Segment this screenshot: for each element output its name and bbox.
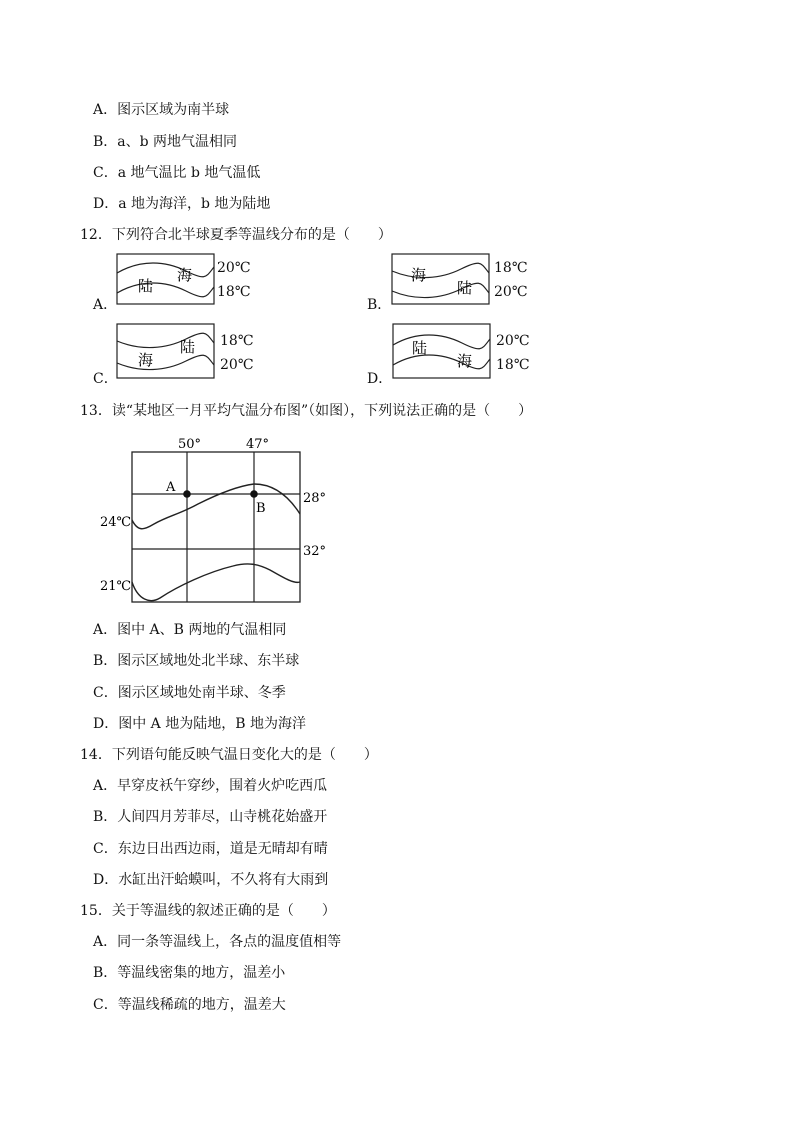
q13-lon-left-label: 50° — [178, 437, 202, 452]
q12-figure-d-top-temp: 20℃ — [496, 333, 530, 349]
q12-figure-d-left-word: 陆 — [412, 339, 428, 357]
q14-option-a: A．早穿皮袄午穿纱，围着火炉吃西瓜 — [93, 778, 328, 794]
q13-stem: 13．读“某地区一月平均气温分布图”（如图），下列说法正确的是（ ） — [80, 403, 533, 419]
q12-figure-d-letter: D． — [367, 371, 393, 387]
q13-option-b: B．图示区域地处北半球、东半球 — [93, 653, 300, 669]
q12-figure-c-isotherm-map — [116, 323, 216, 379]
q13-iso-top-label: 24℃ — [100, 515, 132, 530]
q12-figure-b-isotherm-map — [391, 253, 491, 305]
q13-lat-bottom-label: 32° — [303, 544, 327, 559]
q12-figure-c-bottom-temp: 20℃ — [220, 357, 254, 373]
q14-option-d: D．水缸出汗蛤蟆叫，不久将有大雨到 — [93, 872, 329, 888]
q11-option-b: B．a、b 两地气温相同 — [93, 134, 238, 150]
q15-stem: 15．关于等温线的叙述正确的是（ ） — [80, 903, 336, 919]
q13-option-d: D．图中 A 地为陆地，B 地为海洋 — [93, 716, 306, 732]
q13-point-b-label: B — [256, 501, 266, 516]
q13-isotherm-upper — [132, 484, 300, 529]
q12-figure-a-bottom-temp: 18℃ — [217, 284, 251, 300]
q11-option-a: A．图示区域为南半球 — [93, 102, 230, 118]
q15-option-a: A．同一条等温线上，各点的温度值相等 — [93, 934, 342, 950]
q13-point-a — [183, 490, 191, 498]
q12-figure-b-right-word: 陆 — [457, 279, 473, 297]
q12-figure-c-letter: C． — [93, 371, 118, 387]
q12-figure-d-right-word: 海 — [457, 352, 473, 370]
q12-figure-c-top-temp: 18℃ — [220, 333, 254, 349]
q12-stem: 12．下列符合北半球夏季等温线分布的是（ ） — [80, 227, 392, 243]
q15-option-c: C．等温线稀疏的地方，温差大 — [93, 997, 286, 1013]
q12-figure-a-left-word: 陆 — [138, 277, 154, 295]
q13-option-a: A．图中 A、B 两地的气温相同 — [93, 622, 287, 638]
q12-figure-d-bottom-temp: 18℃ — [496, 357, 530, 373]
q12-figure-b-left-word: 海 — [411, 266, 427, 284]
q13-isotherm-lower — [132, 564, 300, 601]
q13-option-c: C．图示区域地处南半球、冬季 — [93, 685, 286, 701]
q12-figure-b-bottom-temp: 20℃ — [494, 284, 528, 300]
q12-figure-d-isotherm-map — [392, 323, 492, 379]
q12-figure-b-letter: B． — [367, 297, 392, 313]
q11-option-d: D．a 地为海洋，b 地为陆地 — [93, 196, 271, 212]
q12-figure-a-isotherm-map — [116, 253, 216, 305]
q13-temperature-map — [98, 432, 338, 608]
q15-option-b: B．等温线密集的地方，温差小 — [93, 965, 286, 981]
q14-option-b: B．人间四月芳菲尽，山寺桃花始盛开 — [93, 809, 328, 825]
q13-lat-top-label: 28° — [303, 491, 327, 506]
q14-stem: 14．下列语句能反映气温日变化大的是（ ） — [80, 747, 378, 763]
q13-lon-right-label: 47° — [246, 437, 270, 452]
q14-option-c: C．东边日出西边雨，道是无晴却有晴 — [93, 841, 328, 857]
q12-figure-a-right-word: 海 — [177, 266, 193, 284]
q13-iso-bottom-label: 21℃ — [100, 579, 132, 594]
q12-figure-b-top-temp: 18℃ — [494, 260, 528, 276]
q13-point-b — [250, 490, 258, 498]
q11-option-c: C．a 地气温比 b 地气温低 — [93, 165, 261, 181]
q13-point-a-label: A — [166, 480, 176, 495]
q12-figure-a-letter: A． — [93, 297, 118, 313]
q12-figure-c-left-word: 海 — [138, 351, 154, 369]
q12-figure-c-right-word: 陆 — [180, 338, 196, 356]
q12-figure-a-top-temp: 20℃ — [217, 260, 251, 276]
